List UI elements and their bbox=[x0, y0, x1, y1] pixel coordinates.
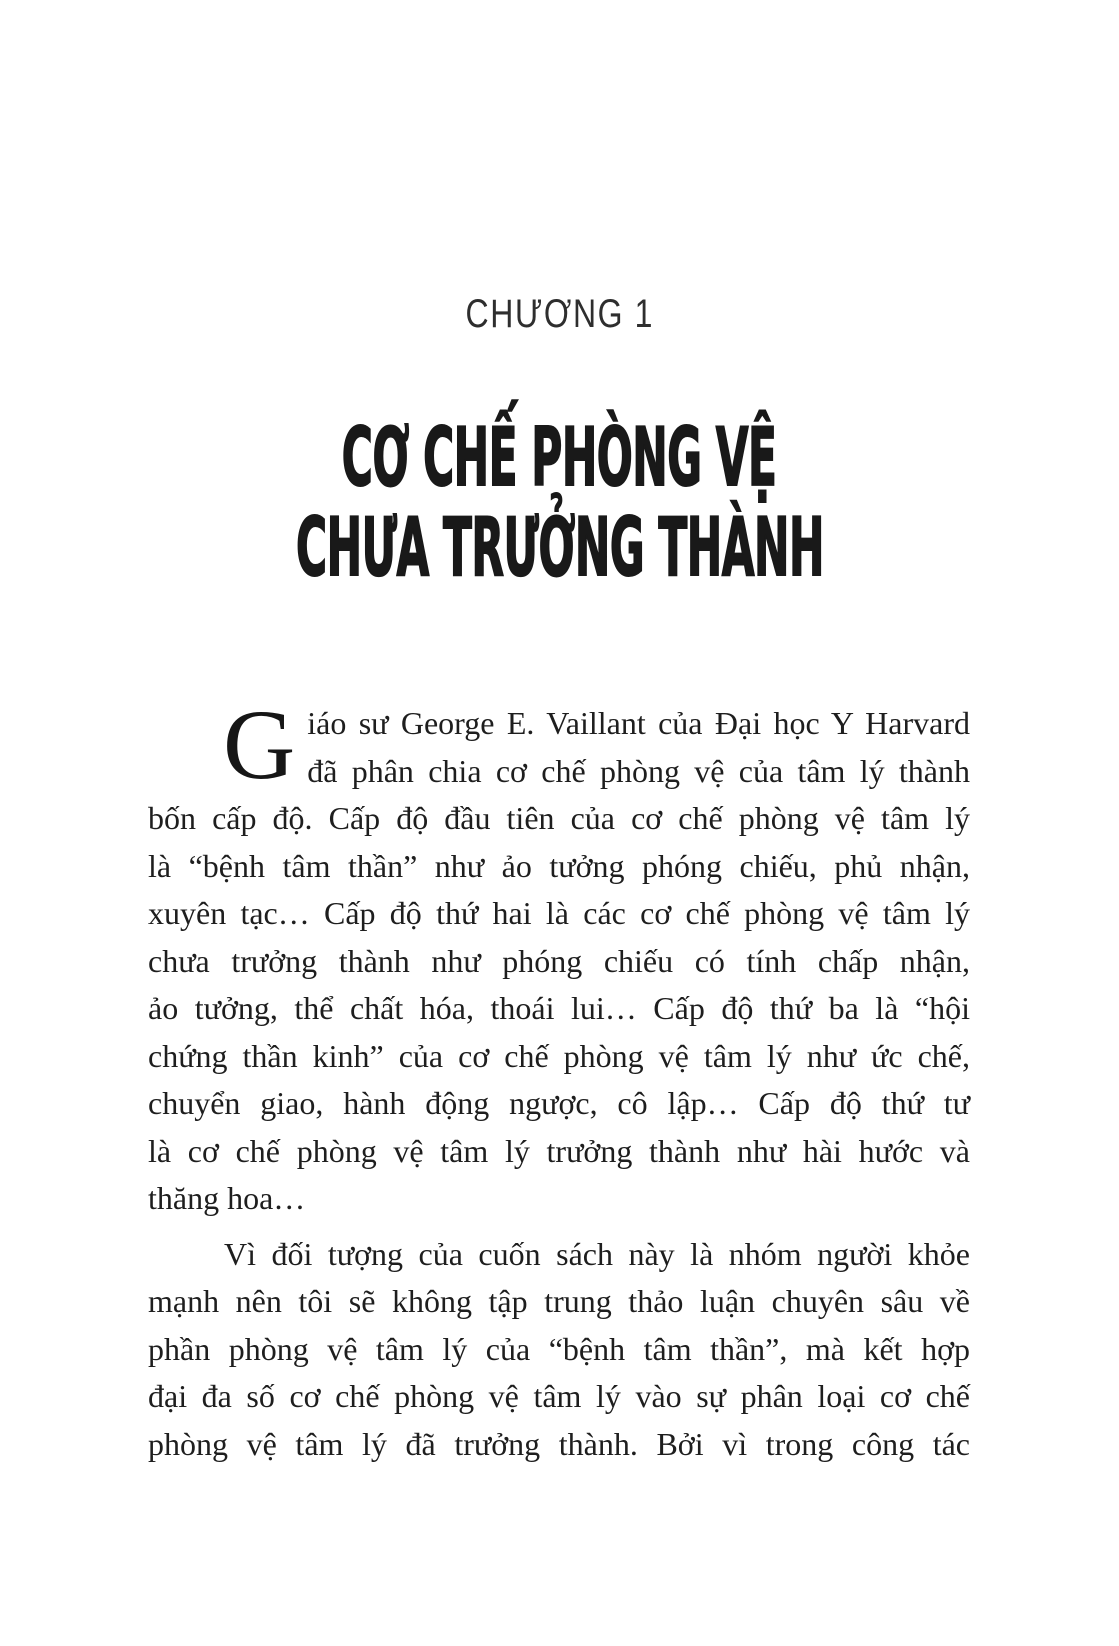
body-line: đã phân chia cơ chế phòng vệ của tâm lý thành bbox=[307, 752, 970, 789]
body-line: chưa trưởng thành như phóng chiếu có tính chấp nhận, bbox=[148, 942, 970, 979]
body-line: bốn cấp độ. Cấp độ đầu tiên của cơ chế phòng vệ tâm lý bbox=[148, 800, 970, 836]
body-text bbox=[148, 689, 970, 1468]
body-line: chứng thần kinh” của cơ chế phòng vệ tâm lý như ức chế, bbox=[148, 1037, 970, 1074]
chapter-label-text: CHƯƠNG 1 bbox=[465, 292, 654, 336]
body-line: là “bệnh tâm thần” như ảo tưởng phóng chiếu, phủ nhận, bbox=[148, 847, 970, 884]
paragraph-2 bbox=[148, 1231, 970, 1469]
chapter-title-line-1: CƠ CHẾ PHÒNG VỆ bbox=[342, 411, 777, 504]
body-line: xuyên tạc… Cấp độ thứ hai là các cơ chế phòng vệ tâm lý bbox=[148, 895, 970, 931]
chapter-label bbox=[0, 294, 1119, 334]
body-line: Vì đối tượng của cuốn sách này là nhóm người khỏe bbox=[224, 1235, 970, 1272]
body-line: iáo sư George E. Vaillant của Đại học Y Harvard bbox=[307, 705, 970, 741]
body-line: phòng vệ tâm lý đã trưởng thành. Bởi vì trong công tác bbox=[148, 1425, 970, 1462]
body-line: đại đa số cơ chế phòng vệ tâm lý vào sự phân loại cơ chế bbox=[148, 1378, 970, 1414]
body-line: phần phòng vệ tâm lý của “bệnh tâm thần”, mà kết hợp bbox=[148, 1330, 970, 1367]
paragraph-1 bbox=[148, 689, 970, 1223]
body-line: thăng hoa… bbox=[148, 1180, 306, 1216]
body-line: ảo tưởng, thể chất hóa, thoái lui… Cấp độ thứ ba là “hội bbox=[148, 990, 970, 1026]
body-line: chuyển giao, hành động ngược, cô lập… Cấp độ thứ tư bbox=[148, 1085, 970, 1121]
chapter-title bbox=[0, 413, 1119, 593]
body-line: là cơ chế phòng vệ tâm lý trưởng thành như hài hước và bbox=[148, 1132, 970, 1169]
chapter-title-line-2: CHƯA TRƯỞNG THÀNH bbox=[295, 501, 824, 594]
drop-cap: G bbox=[223, 689, 296, 800]
body-line: mạnh nên tôi sẽ không tập trung thảo luận chuyên sâu về bbox=[148, 1283, 970, 1319]
